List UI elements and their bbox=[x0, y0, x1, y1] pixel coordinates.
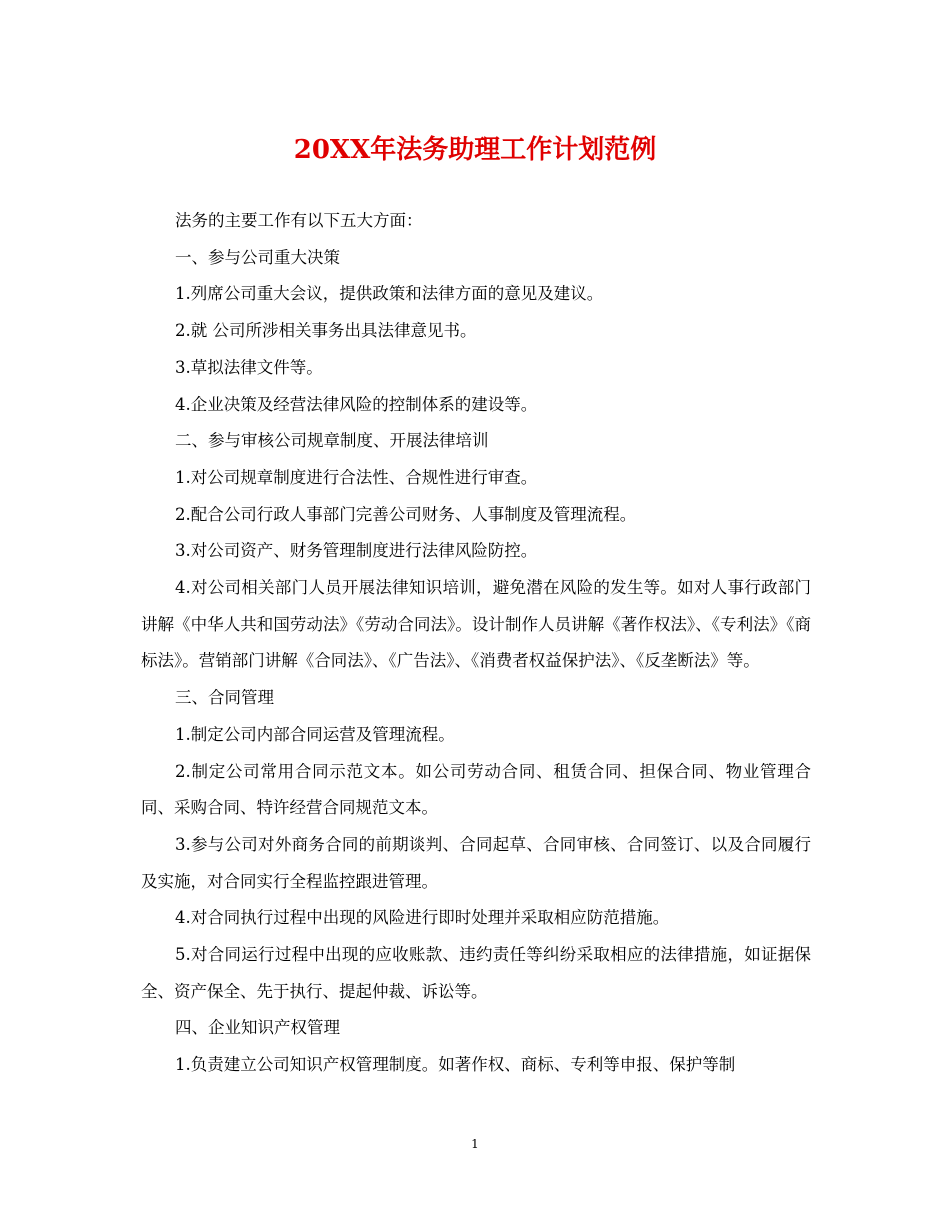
section-heading-2: 二、参与审核公司规章制度、开展法律培训 bbox=[175, 431, 489, 451]
list-item: 4.对公司相关部门人员开展法律知识培训，避免潜在风险的发生等。如对人事行政部门讲解《中华人共和国劳动法》《劳动合同法》。设计制作人员讲解《著作权法》、《专利法》《商标法》。营销部门讲解《合同法》、《广告法》、《消费者权益保护法》、《反垄断法》等。 bbox=[141, 578, 811, 671]
list-item: 4.企业决策及经营法律风险的控制体系的建设等。 bbox=[175, 394, 538, 414]
document-body bbox=[141, 203, 811, 1084]
list-item: 1.列席公司重大会议，提供政策和法律方面的意见及建议。 bbox=[175, 284, 604, 304]
list-item: 2.配合公司行政人事部门完善公司财务、人事制度及管理流程。 bbox=[175, 504, 637, 524]
section-heading-1: 一、参与公司重大决策 bbox=[175, 247, 340, 267]
list-item: 4.对合同执行过程中出现的风险进行即时处理并采取相应防范措施。 bbox=[175, 908, 670, 928]
document-title: 20XX年法务助理工作计划范例 bbox=[293, 135, 657, 165]
list-item: 1.对公司规章制度进行合法性、合规性进行审查。 bbox=[175, 467, 538, 487]
page-number: 1 bbox=[471, 1137, 479, 1151]
section-heading-3: 三、合同管理 bbox=[175, 688, 274, 708]
list-item: 5.对合同运行过程中出现的应收账款、违约责任等纠纷采取相应的法律措施，如证据保全、资产保全、先于执行、提起仲裁、诉讼等。 bbox=[141, 945, 811, 1001]
list-item: 1.制定公司内部合同运营及管理流程。 bbox=[175, 724, 455, 744]
list-item: 2.制定公司常用合同示范文本。如公司劳动合同、租赁合同、担保合同、物业管理合同、采购合同、特许经营合同规范文本。 bbox=[141, 761, 811, 818]
list-item: 2.就 公司所涉相关事务出具法律意见书。 bbox=[175, 321, 477, 341]
list-item: 3.对公司资产、财务管理制度进行法律风险防控。 bbox=[175, 541, 538, 561]
section-heading-4: 四、企业知识产权管理 bbox=[175, 1018, 340, 1038]
intro-paragraph: 法务的主要工作有以下五大方面： bbox=[175, 211, 423, 230]
list-item: 3.参与公司对外商务合同的前期谈判、合同起草、合同审核、合同签订、以及合同履行及实施，对合同实行全程监控跟进管理。 bbox=[141, 834, 811, 891]
list-item: 3.草拟法律文件等。 bbox=[175, 357, 323, 377]
list-item: 1.负责建立公司知识产权管理制度。如著作权、商标、专利等申报、保护等制 bbox=[175, 1055, 736, 1075]
